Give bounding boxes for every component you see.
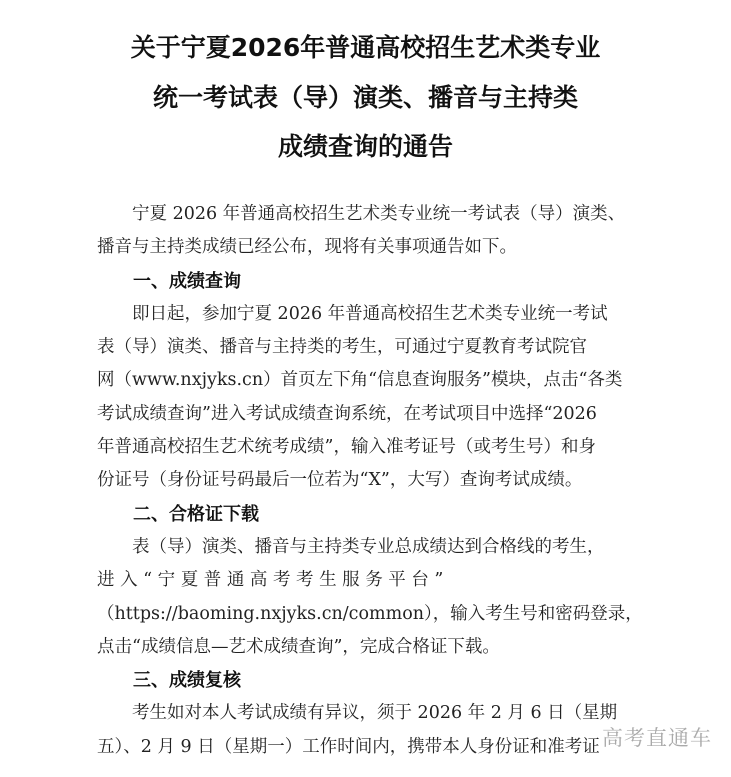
document-title-line-3: 成绩查询的通告: [277, 132, 453, 161]
paragraph-line: 考生如对本人考试成绩有异议，须于 2026 年 2 月 6 日（星期: [132, 703, 618, 724]
section-certificate-paragraph: [97, 531, 643, 664]
section-review-paragraph: [97, 697, 639, 764]
paragraph-line: 进 入 “ 宁 夏 普 通 高 考 考 生 服 务 平 台 ”: [97, 570, 444, 591]
document-title-line-1: 关于宁夏2026年普通高校招生艺术类专业: [130, 33, 601, 62]
intro-line-1: 宁夏 2026 年普通高校招生艺术类专业统一考试表（导）演类、: [132, 204, 626, 224]
paragraph-line: 点击“成绩信息—艺术成绩查询”，完成合格证下载。: [97, 636, 500, 657]
document-body: [97, 198, 643, 764]
paragraph-line: 即日起，参加宁夏 2026 年普通高校招生艺术类专业统一考试: [132, 303, 608, 324]
paragraph-line: 五）、2 月 9 日（星期一）工作时间内，携带本人身份证和准考证: [97, 736, 600, 757]
section-heading-score-query: 一、成绩查询: [133, 270, 241, 292]
paragraph-line-platform-url[interactable]: （https://baoming.nxjyks.cn/common），输入考生号和密码登录，: [97, 603, 643, 624]
paragraph-line-official-site[interactable]: 网（www.nxjyks.cn）首页左下角“信息查询服务”模块，点击“各类: [97, 370, 623, 391]
paragraph-line: 份证号（身份证号码最后一位若为“X”，大写）查询考试成绩。: [97, 470, 583, 491]
paragraph-line: 考试成绩查询”进入考试成绩查询系统，在考试项目中选择“2026: [97, 403, 597, 424]
paragraph-line: 年普通高校招生艺术统考成绩”，输入准考证号（或考生号）和身: [97, 437, 596, 458]
paragraph-line: 表（导）演类、播音与主持类的考生，可通过宁夏教育考试院官: [97, 337, 587, 358]
section-heading-score-review: 三、成绩复核: [133, 670, 241, 692]
section-heading-certificate-download: 二、合格证下载: [133, 503, 259, 525]
intro-paragraph: [97, 198, 639, 265]
paragraph-line: 表（导）演类、播音与主持类专业总成绩达到合格线的考生，: [132, 536, 605, 557]
document-title-line-2: 统一考试表（导）演类、播音与主持类: [152, 83, 578, 112]
intro-line-2: 播音与主持类成绩已经公布，现将有关事项通告如下。: [97, 237, 517, 258]
watermark-text: 高考直通车: [602, 726, 712, 750]
section-score-query-paragraph: [97, 298, 639, 498]
